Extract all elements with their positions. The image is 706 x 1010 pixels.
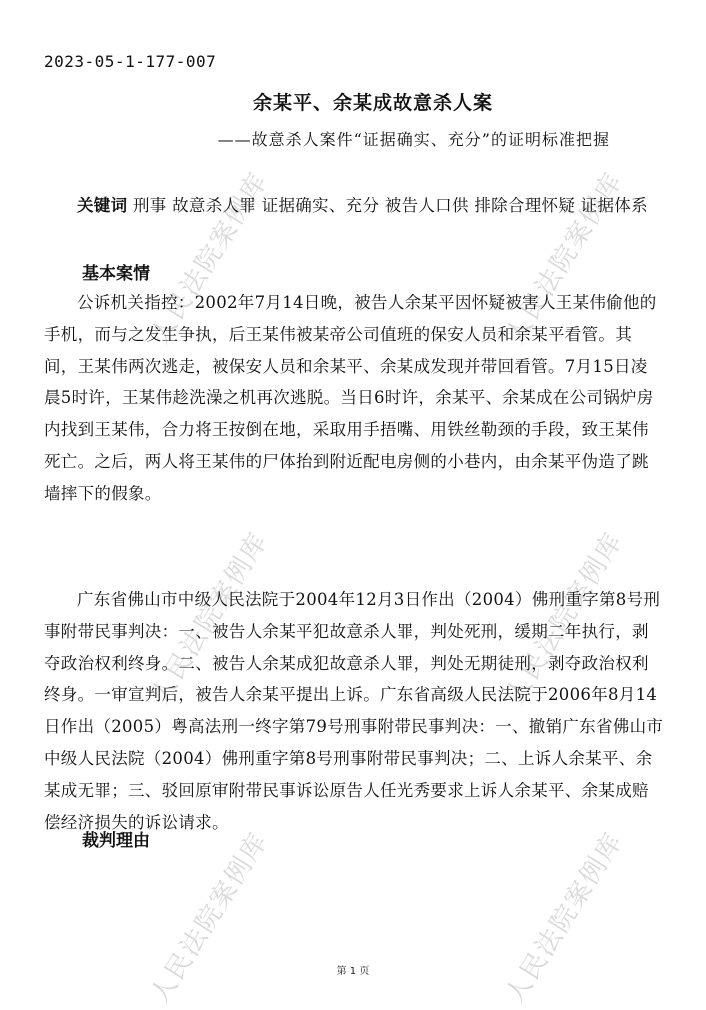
- case-subtitle: ——故意杀人案件“证据确实、充分”的证明标准把握: [217, 130, 610, 149]
- keywords-list: 刑事 故意杀人罪 证据确实、充分 被告人口供 排除合理怀疑 证据体系: [127, 196, 648, 215]
- watermark: 人民法院案例库: [500, 826, 630, 1010]
- watermark: 人民法院案例库: [145, 166, 275, 350]
- keywords-paragraph: [44, 190, 664, 222]
- paragraph-prosecution: 公诉机关指控：2002年7月14日晚，被告人余某平因怀疑被害人王某伟偷他的手机，而与之发生争执，后王某伟被某帝公司值班的保安人员和余某平看管。其间，王某伟两次逃走，被保安人员和余某平、余某成发现并带回看管。7月15日凌晨5时许，王某伟趁洗澡之机再次逃脱。当日6时许，余某平、余某成在公司锅炉房内找到王某伟，合力将王按倒在地，采取用手捂嘴、用铁丝勒颈的手段，致王某伟死亡。之后，两人将王某伟的尸体抬到附近配电房侧的小巷内，由余某平伪造了跳墙摔下的假象。: [44, 293, 657, 503]
- watermark: 人民法院案例库: [500, 526, 630, 710]
- keywords-label: 关键词: [77, 196, 128, 215]
- watermark: 人民法院案例库: [500, 166, 630, 350]
- section-heading-basic-facts: 基本案情: [82, 264, 150, 284]
- watermark: 人民法院案例库: [145, 826, 275, 1010]
- watermark: 人民法院案例库: [145, 526, 275, 710]
- case-number: 2023-05-1-177-007: [44, 52, 217, 71]
- section-heading-reasoning: 裁判理由: [82, 831, 150, 851]
- case-title: 余某平、余某成故意杀人案: [252, 92, 493, 114]
- page-number: 第 1 页: [336, 966, 370, 977]
- paragraph-judgments: 广东省佛山市中级人民法院于2004年12月3日作出（2004）佛刑重字第8号刑事附带民事判决：一、被告人余某平犯故意杀人罪，判处死刑，缓期二年执行，剥夺政治权利终身。二、被告人余某成犯故意杀人罪，判处无期徒刑，剥夺政治权利终身。一审宣判后，被告人余某平提出上诉。广东省高级人民法院于2006年8月14日作出（2005）粤高法刑一终字第79号刑事附带民事判决：一、撤销广东省佛山市中级人民法院（2004）佛刑重字第8号刑事附带民事判决；二、上诉人余某平、余某成无罪；三、驳回原审附带民事诉讼原告人任光秀要求上诉人余某平、余某成赔偿经济损失的诉讼请求。: [44, 590, 664, 832]
